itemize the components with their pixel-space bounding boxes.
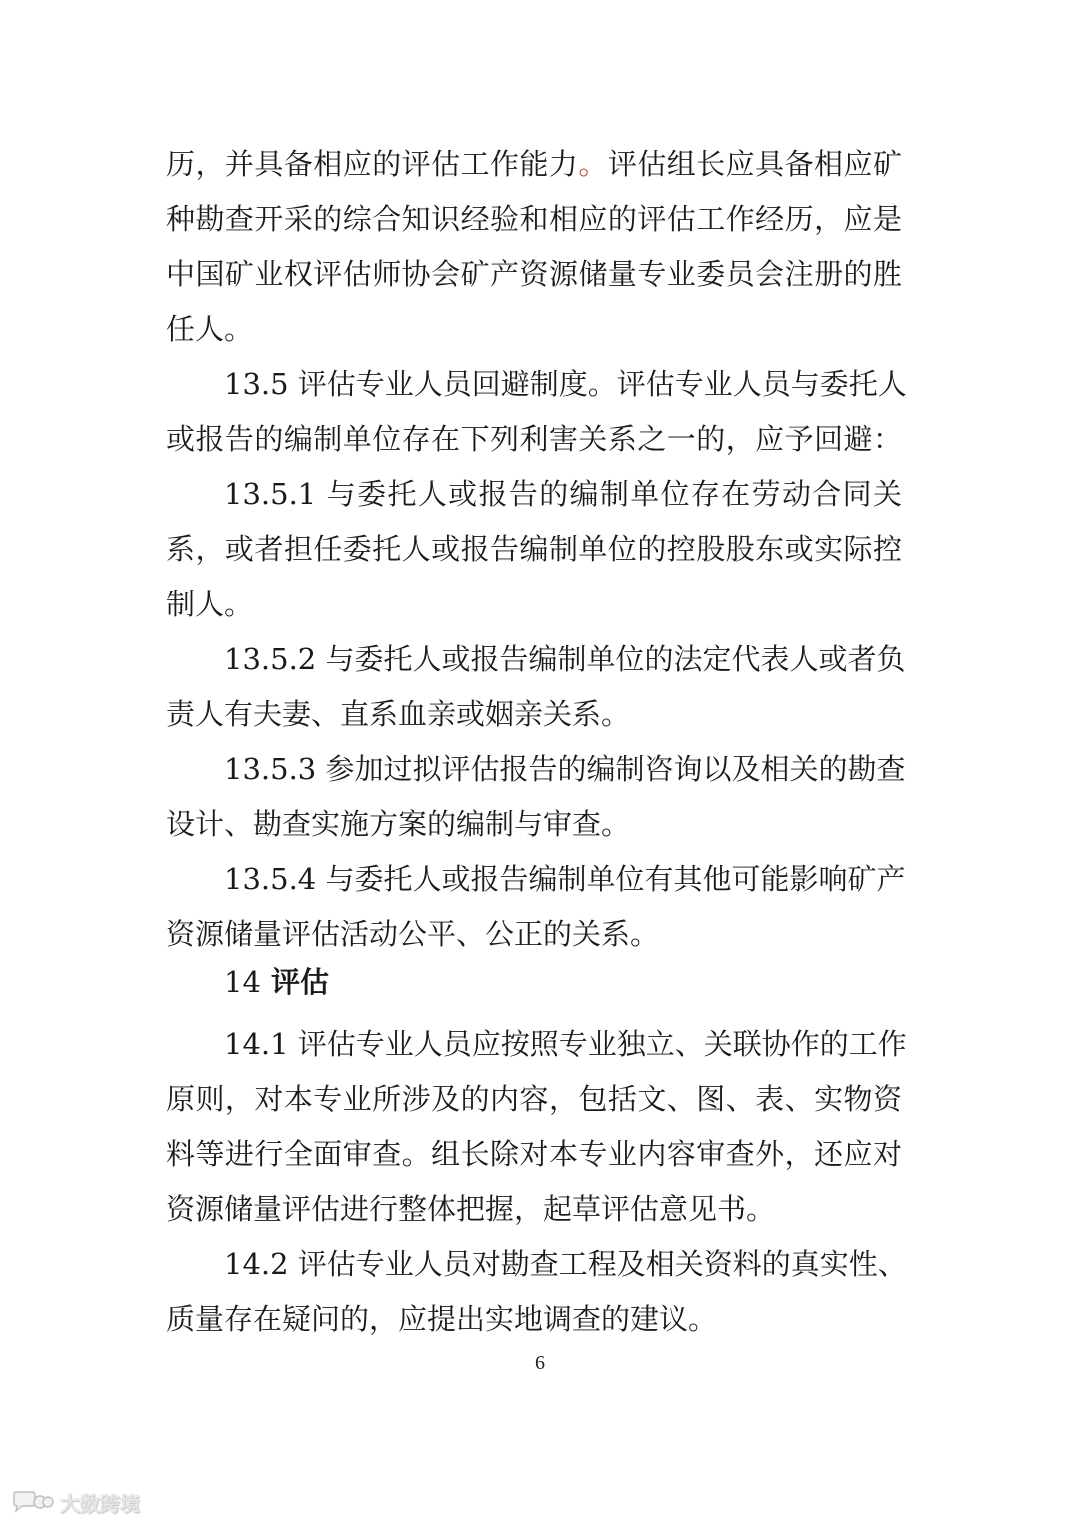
section-heading-number: 14 — [224, 965, 261, 999]
paragraph-line-2: 种勘查开采的综合知识经验和相应的评估工作经历，应是 — [166, 202, 902, 236]
paragraph-13-5-1-line-1: 13.5.1 与委托人或报告的编制单位存在劳动合同关 — [224, 477, 902, 511]
paragraph-14-2-line-1: 14.2 评估专业人员对勘查工程及相关资料的真实性、 — [224, 1247, 907, 1281]
paragraph-14-1-line-3: 料等进行全面审查。组长除对本专业内容审查外，还应对 — [166, 1137, 902, 1171]
paragraph-line-1 — [166, 144, 902, 184]
paragraph-13-5-4-line-2: 资源储量评估活动公平、公正的关系。 — [166, 917, 660, 951]
paragraph-13-5-1-line-2: 系，或者担任委托人或报告编制单位的控股股东或实际控 — [166, 532, 902, 566]
paragraph-13-5-2-line-2: 责人有夫妻、直系血亲或姻亲关系。 — [166, 697, 631, 731]
paragraph-14-1-line-4: 资源储量评估进行整体把握，起草评估意见书。 — [166, 1192, 776, 1226]
paragraph-13-5-3-line-2: 设计、勘查实施方案的编制与审查。 — [166, 807, 631, 841]
paragraph-line-4: 任人。 — [166, 312, 254, 346]
red-period: 。 — [578, 147, 608, 181]
watermark — [10, 1488, 140, 1517]
paragraph-13-5-line-2: 或报告的编制单位存在下列利害关系之一的，应予回避： — [166, 422, 902, 456]
paragraph-14-1-line-2: 原则，对本专业所涉及的内容，包括文、图、表、实物资 — [166, 1082, 902, 1116]
paragraph-13-5-line-1: 13.5 评估专业人员回避制度。评估专业人员与委托人 — [224, 367, 907, 401]
section-heading-14 — [224, 962, 902, 1002]
chat-bubble-logo-icon — [10, 1490, 54, 1516]
line-1-tail: 评估组长应具备相应矿 — [607, 147, 902, 181]
section-heading-text: 评估 — [271, 965, 330, 999]
paragraph-13-5-1-line-3: 制人。 — [166, 587, 254, 621]
paragraph-13-5-3-line-1: 13.5.3 参加过拟评估报告的编制咨询以及相关的勘查 — [224, 752, 906, 786]
paragraph-14-2-line-2: 质量存在疑问的，应提出实地调查的建议。 — [166, 1302, 718, 1336]
page-number: 6 — [535, 1352, 545, 1374]
paragraph-line-3: 中国矿业权评估师协会矿产资源储量专业委员会注册的胜 — [166, 257, 902, 291]
watermark-text: 大数跨境 — [60, 1492, 140, 1516]
paragraph-14-1-line-1: 14.1 评估专业人员应按照专业独立、关联协作的工作 — [224, 1027, 907, 1061]
paragraph-13-5-2-line-1: 13.5.2 与委托人或报告编制单位的法定代表人或者负 — [224, 642, 906, 676]
paragraph-13-5-4-line-1: 13.5.4 与委托人或报告编制单位有其他可能影响矿产 — [224, 862, 906, 896]
line-1-text: 历，并具备相应的评估工作能力 — [166, 147, 579, 181]
